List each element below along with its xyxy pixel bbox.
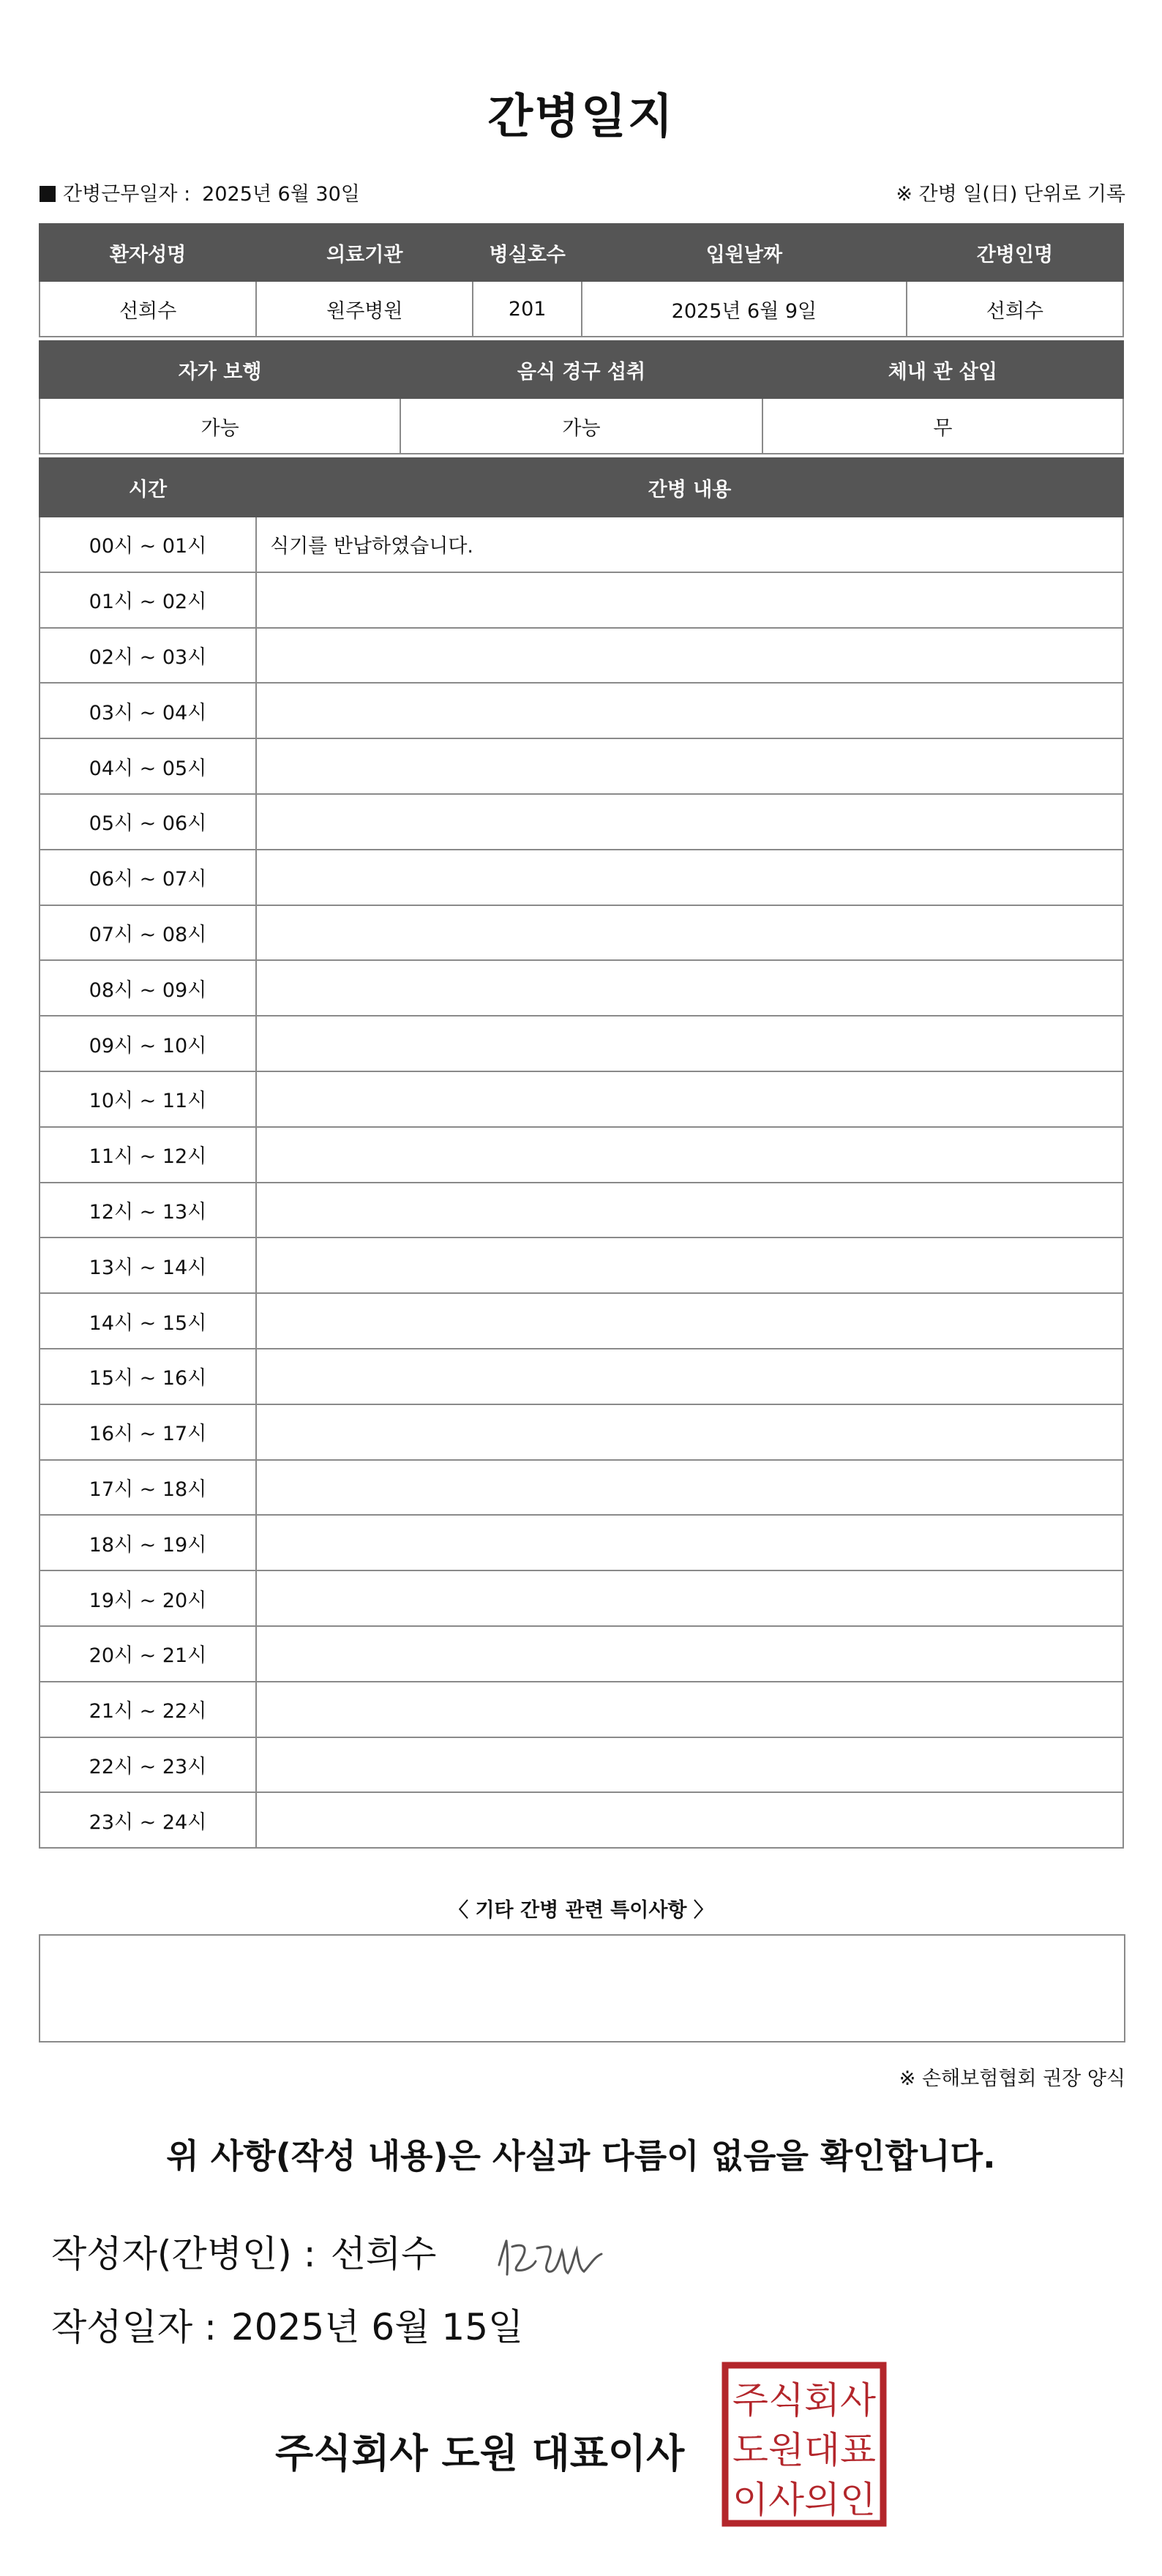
seal-text-line: 도원대표 (732, 2429, 876, 2471)
log-row (40, 960, 1123, 1016)
header-time: 시간 (40, 458, 256, 517)
log-content (256, 850, 1123, 905)
log-header-row (40, 458, 1123, 517)
header-admission-date: 입원날짜 (582, 224, 907, 281)
log-time: 11시 ~ 12시 (40, 1127, 256, 1183)
log-row (40, 572, 1123, 628)
log-row (40, 1682, 1123, 1737)
writer-line (51, 2225, 436, 2277)
log-row (40, 683, 1123, 738)
log-rows (40, 517, 1123, 1848)
log-row (40, 1460, 1123, 1516)
log-content (256, 1349, 1123, 1404)
log-content (256, 628, 1123, 684)
association-form-note: ※ 손해보험협회 권장 양식 (899, 2067, 1125, 2090)
log-content: 식기를 반납하였습니다. (256, 517, 1123, 572)
log-row (40, 1349, 1123, 1404)
log-time: 08시 ~ 09시 (40, 960, 256, 1016)
status-header-row (40, 341, 1123, 398)
oral-intake-value: 가능 (400, 398, 762, 454)
log-row (40, 517, 1123, 572)
log-row (40, 905, 1123, 961)
log-time: 10시 ~ 11시 (40, 1071, 256, 1127)
company-representative: 주식회사 도원 대표이사 (275, 2430, 685, 2476)
log-row (40, 1238, 1123, 1293)
square-bullet-icon (40, 186, 56, 202)
log-row (40, 794, 1123, 850)
log-content (256, 738, 1123, 794)
log-content (256, 1293, 1123, 1349)
log-time: 14시 ~ 15시 (40, 1293, 256, 1349)
header-hospital: 의료기관 (256, 224, 473, 281)
log-row (40, 1071, 1123, 1127)
tube-insertion-value: 무 (762, 398, 1123, 454)
seal-text-line: 주식회사 (732, 2379, 877, 2422)
work-date-label: 간병근무일자 : (63, 183, 191, 206)
confirmation-statement: 위 사항(작성 내용)은 사실과 다름이 없음을 확인합니다. (166, 2136, 996, 2176)
room-number: 201 (473, 281, 582, 337)
log-content (256, 1127, 1123, 1183)
log-content (256, 1460, 1123, 1516)
writer-label: 작성자(간병인) : (51, 2233, 316, 2275)
log-time: 15시 ~ 16시 (40, 1349, 256, 1404)
patient-value-row (40, 281, 1123, 337)
log-content (256, 1792, 1123, 1848)
log-row (40, 850, 1123, 905)
log-time: 03시 ~ 04시 (40, 683, 256, 738)
log-content (256, 1570, 1123, 1626)
header-oral-intake: 음식 경구 섭취 (400, 341, 762, 398)
work-date-line (40, 178, 360, 206)
log-time: 05시 ~ 06시 (40, 794, 256, 850)
self-walking-value: 가능 (40, 398, 400, 454)
log-row (40, 1404, 1123, 1460)
document-title: 간병일지 (487, 90, 675, 144)
log-time: 02시 ~ 03시 (40, 628, 256, 684)
log-row (40, 1515, 1123, 1570)
hospital-name: 원주병원 (256, 281, 473, 337)
log-row (40, 1737, 1123, 1793)
log-content (256, 683, 1123, 738)
handwritten-signature (492, 2225, 631, 2283)
log-content (256, 1737, 1123, 1793)
seal-text-line: 이사의인 (732, 2479, 876, 2521)
log-content (256, 794, 1123, 850)
log-time: 00시 ~ 01시 (40, 517, 256, 572)
log-time: 17시 ~ 18시 (40, 1460, 256, 1516)
log-time: 07시 ~ 08시 (40, 905, 256, 961)
log-content (256, 1626, 1123, 1682)
log-content (256, 1238, 1123, 1293)
header-patient-name: 환자성명 (40, 224, 256, 281)
admission-date: 2025년 6월 9일 (582, 281, 907, 337)
caregiver-name: 선희수 (907, 281, 1123, 337)
log-content (256, 1016, 1123, 1071)
log-time: 06시 ~ 07시 (40, 850, 256, 905)
log-content (256, 1515, 1123, 1570)
writer-name: 선희수 (330, 2233, 437, 2275)
log-row (40, 1792, 1123, 1848)
log-row (40, 738, 1123, 794)
log-content (256, 572, 1123, 628)
log-time: 09시 ~ 10시 (40, 1016, 256, 1071)
log-time: 23시 ~ 24시 (40, 1792, 256, 1848)
status-value-row (40, 398, 1123, 454)
work-date-value: 2025년 6월 30일 (202, 183, 360, 206)
log-content (256, 1071, 1123, 1127)
patient-header-row (40, 224, 1123, 281)
other-notes-box (39, 1934, 1125, 2043)
log-content (256, 1183, 1123, 1238)
log-row (40, 1626, 1123, 1682)
log-content (256, 1682, 1123, 1737)
company-seal-stamp (721, 2362, 887, 2527)
log-time: 21시 ~ 22시 (40, 1682, 256, 1737)
header-tube-insertion: 체내 관 삽입 (762, 341, 1123, 398)
header-room-number: 병실호수 (473, 224, 582, 281)
other-notes-title: 〈 기타 간병 관련 특이사항 〉 (449, 1899, 713, 1922)
patient-info-table (39, 223, 1124, 337)
written-date-value: 2025년 6월 15일 (230, 2306, 524, 2348)
log-row (40, 628, 1123, 684)
log-time: 18시 ~ 19시 (40, 1515, 256, 1570)
patient-status-table (39, 340, 1124, 454)
log-time: 12시 ~ 13시 (40, 1183, 256, 1238)
header-self-walking: 자가 보행 (40, 341, 400, 398)
written-date-line (51, 2298, 523, 2351)
daily-record-note: ※ 간병 일(日) 단위로 기록 (896, 183, 1125, 206)
log-time: 19시 ~ 20시 (40, 1570, 256, 1626)
log-content (256, 905, 1123, 961)
log-row (40, 1183, 1123, 1238)
log-row (40, 1016, 1123, 1071)
log-time: 04시 ~ 05시 (40, 738, 256, 794)
written-date-label: 작성일자 : (51, 2306, 217, 2348)
log-content (256, 1404, 1123, 1460)
patient-name: 선희수 (40, 281, 256, 337)
hourly-care-log-table (39, 457, 1124, 1849)
log-time: 16시 ~ 17시 (40, 1404, 256, 1460)
log-time: 01시 ~ 02시 (40, 572, 256, 628)
log-content (256, 960, 1123, 1016)
header-caregiver-name: 간병인명 (907, 224, 1123, 281)
header-care-content: 간병 내용 (256, 458, 1123, 517)
log-row (40, 1570, 1123, 1626)
log-time: 13시 ~ 14시 (40, 1238, 256, 1293)
log-row (40, 1293, 1123, 1349)
log-time: 20시 ~ 21시 (40, 1626, 256, 1682)
log-time: 22시 ~ 23시 (40, 1737, 256, 1793)
log-row (40, 1127, 1123, 1183)
